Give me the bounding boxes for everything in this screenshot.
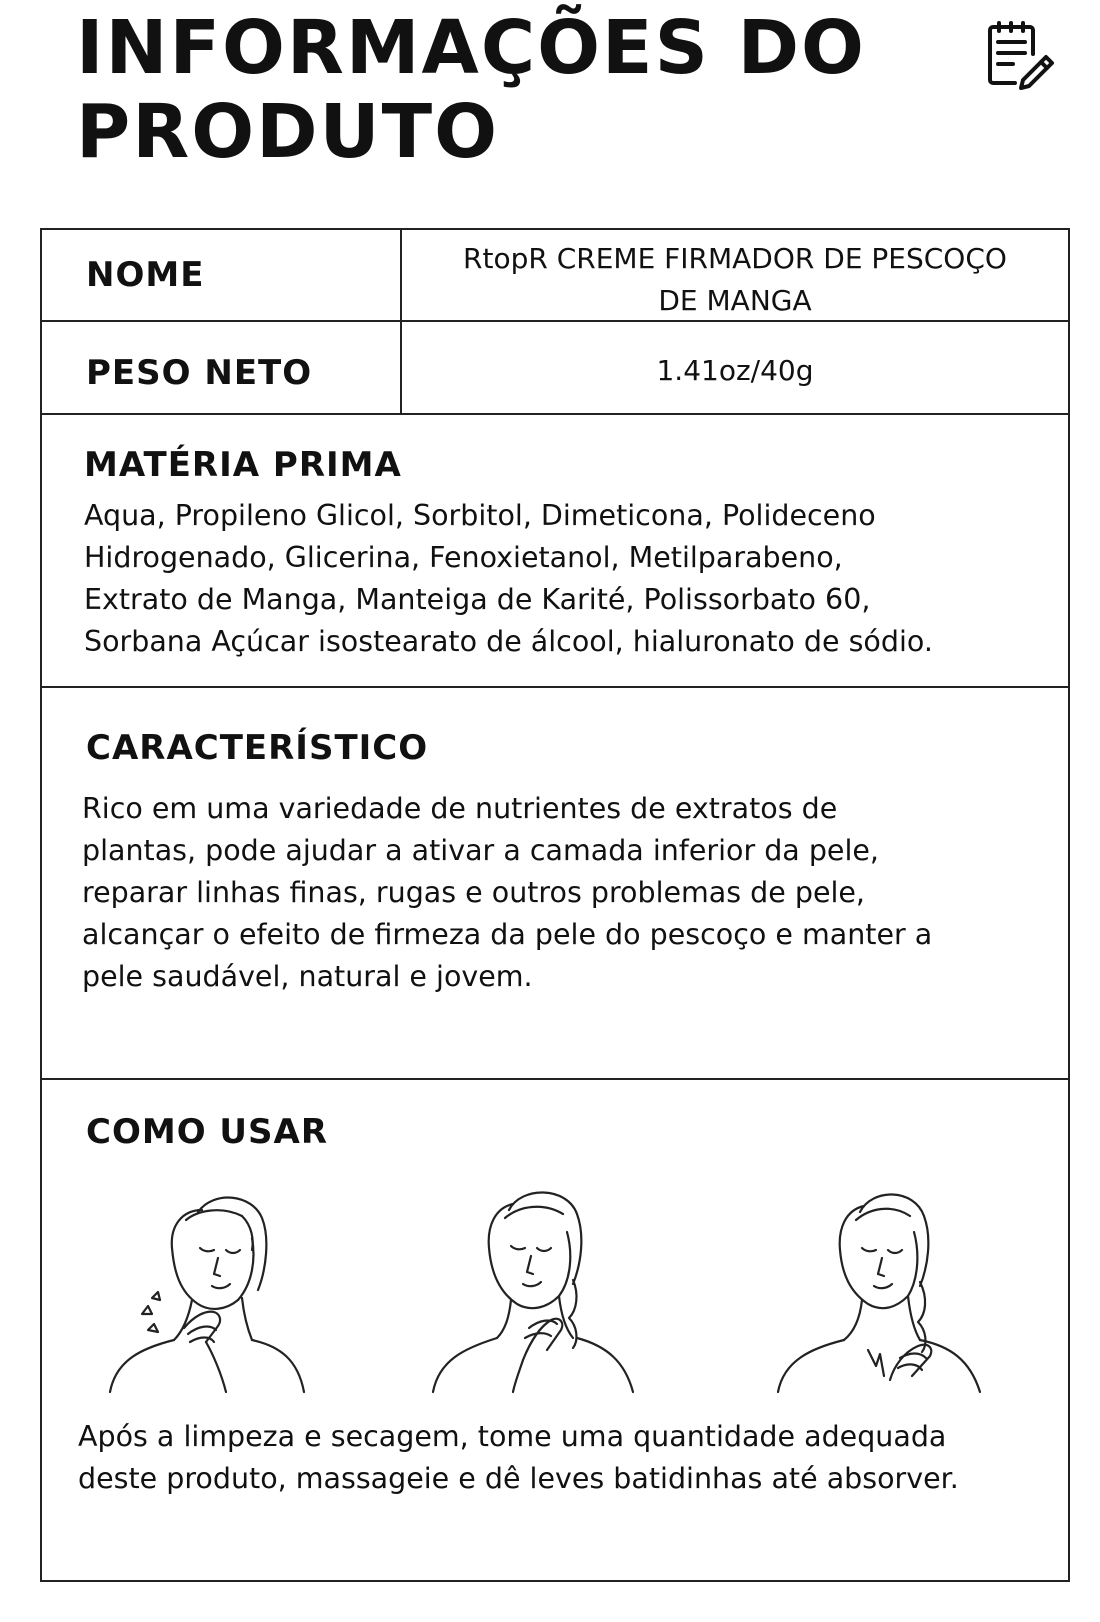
name-value-line-2: DE MANGA — [658, 284, 812, 317]
materia-prima-heading: MATÉRIA PRIMA — [84, 445, 402, 485]
caracteristico-line: alcançar o efeito de firmeza da pele do pescoço e manter a — [82, 918, 933, 951]
woman-neck-tap-illustration — [102, 1180, 322, 1395]
caracteristico-heading: CARACTERÍSTICO — [86, 728, 429, 768]
como-usar-heading: COMO USAR — [86, 1112, 329, 1152]
weight-row — [42, 322, 1068, 415]
name-label: NOME — [42, 230, 402, 320]
materia-line: Hidrogenado, Glicerina, Fenoxietanol, Metilparabeno, — [84, 541, 843, 574]
weight-value: 1.41oz/40g — [656, 354, 814, 387]
woman-chest-massage-illustration — [772, 1180, 992, 1395]
name-value — [402, 230, 1068, 320]
materia-line: Extrato de Manga, Manteiga de Karité, Polissorbato 60, — [84, 583, 871, 616]
product-info-table — [40, 228, 1070, 1582]
weight-label: PESO NETO — [42, 322, 402, 413]
name-row — [42, 230, 1068, 322]
caracteristico-text — [82, 788, 1038, 998]
document-edit-icon — [985, 20, 1055, 90]
page-title — [76, 6, 866, 174]
title-line-2: PRODUTO — [76, 89, 500, 175]
name-value-line-1: RtopR CREME FIRMADOR DE PESCOÇO — [463, 242, 1007, 275]
caracteristico-line: plantas, pode ajudar a ativar a camada inferior da pele, — [82, 834, 879, 867]
woman-neck-massage-illustration — [427, 1180, 647, 1395]
materia-prima-section — [42, 415, 1068, 688]
caracteristico-line: Rico em uma variedade de nutrientes de extratos de — [82, 792, 838, 825]
como-usar-section — [42, 1080, 1068, 1580]
como-usar-text — [78, 1416, 1048, 1500]
como-usar-line: Após a limpeza e secagem, tome uma quantidade adequada — [78, 1420, 947, 1453]
como-usar-line: deste produto, massageie e dê leves batidinhas até absorver. — [78, 1462, 959, 1495]
caracteristico-line: pele saudável, natural e jovem. — [82, 960, 533, 993]
title-line-1: INFORMAÇÕES DO — [76, 5, 866, 91]
materia-line: Sorbana Açúcar isostearato de álcool, hialuronato de sódio. — [84, 625, 933, 658]
caracteristico-section — [42, 688, 1068, 1080]
materia-line: Aqua, Propileno Glicol, Sorbitol, Dimeticona, Polideceno — [84, 499, 876, 532]
usage-illustrations — [42, 1180, 1068, 1400]
caracteristico-line: reparar linhas finas, rugas e outros problemas de pele, — [82, 876, 865, 909]
materia-prima-text — [84, 495, 1038, 663]
